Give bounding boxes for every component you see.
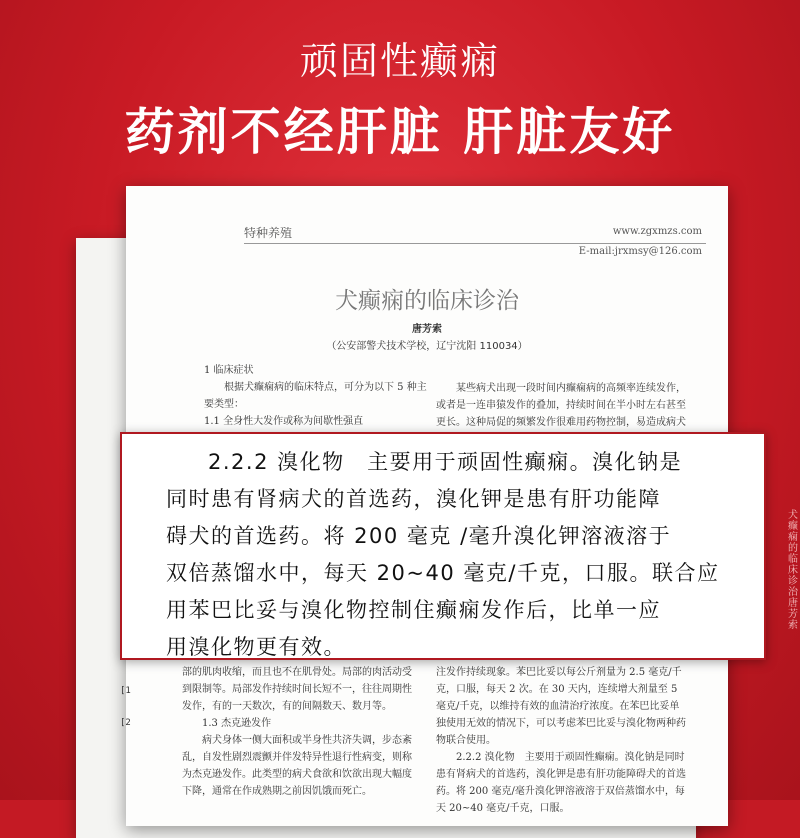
excerpt-line: 用溴化物更有效。 [166,635,346,659]
paragraph: 注发作持续现象。苯巴比妥以每公斤剂量为 2.5 毫克/千克，口服，每天 2 次。在 30 天内，连续增大剂量至 5 毫克/千克，以维持有效的血清治疗浓度。在苯巴比妥单独使用无效的情况下，可以考虑苯巴比妥与溴化物两种药物联合使用。 [436,667,686,746]
paragraph: 某些病犬出现一段时间内癫痫病的高频率连续发作，或者是一连串猿发作的叠加，持续时间在半小时左右甚至更长。这种局促的频繁发作很难用药物控制，易造成病犬 [436,383,686,428]
article-author: 唐芳索 [412,324,442,335]
left-column-lower [182,664,418,800]
paragraph: 病犬身体一侧大面积或半身性共济失调，步态紊乱，自发性剧烈震颤并伴发特异性退行性病变，则称为杰克逊发作。此类型的病犬食欲和饮欲出现大幅度下降，通常在作成熟期之前因饥饿而死亡。 [182,735,412,797]
journal-email: E-mail:jrxmsy@126.com [578,246,702,257]
right-column-lower [436,664,686,817]
article-affiliation: （公安部警犬技术学校，辽宁沈阳 110034） [326,341,528,352]
subsection-heading: 1.1 全身性大发作或称为间歇性强直 [204,416,364,427]
excerpt-line: 双倍蒸馏水中，每天 20~40 毫克/千克，口服。联合应 [166,561,720,585]
excerpt-line: 用苯巴比妥与溴化物控制住癫痫发作后，比单一应 [166,598,661,622]
header-rule [244,243,706,244]
section-heading: 1 临床症状 [204,365,254,376]
paragraph: 部的肌肉收缩，而且也不在肌骨处。局部的肉活动受到限制等。局部发作持续时间长短不一，往往周期性发作，有的一天数次，有的间隔数天、数月等。 [182,667,412,712]
excerpt-line: 同时患有肾病犬的首选药，溴化钾是患有肝功能障 [166,487,661,511]
journal-url: www.zgxmzs.com [612,226,702,237]
excerpt-line: 2.2.2 溴化物 主要用于顽固性癫痫。溴化钠是 [208,450,683,474]
paragraph: 2.2.2 溴化物 主要用于顽固性癫痫。溴化钠是同时患有肾病犬的首选药，溴化钾是患有肝功能障碍犬的首选药。将 200 毫克/毫升溴化钾溶液溶于双倍蒸馏水中，每天 20~40 毫克/千克，口服。 [436,752,686,814]
side-caption: 犬癫痫的临床诊治 唐芳索 [788,510,798,631]
zoomed-excerpt [120,432,766,660]
article-title: 犬癫痫的临床诊治 [335,288,519,314]
journal-name: 特种养殖 [244,226,293,240]
subsection-heading: 1.3 杰克逊发作 [202,718,272,729]
reference-mark: [1 [120,686,131,696]
banner-subtitle: 顽固性癫痫 [299,39,500,83]
excerpt-line: 碍犬的首选药。将 200 毫克 /毫升溴化钾溶液溶于 [166,524,672,548]
reference-mark: [2 [120,718,131,728]
left-column [204,362,434,430]
banner-title: 药剂不经肝脏 肝脏友好 [124,103,676,161]
paragraph: 根据犬癫痫病的临床特点，可分为以下 5 种主要类型： [204,382,427,410]
